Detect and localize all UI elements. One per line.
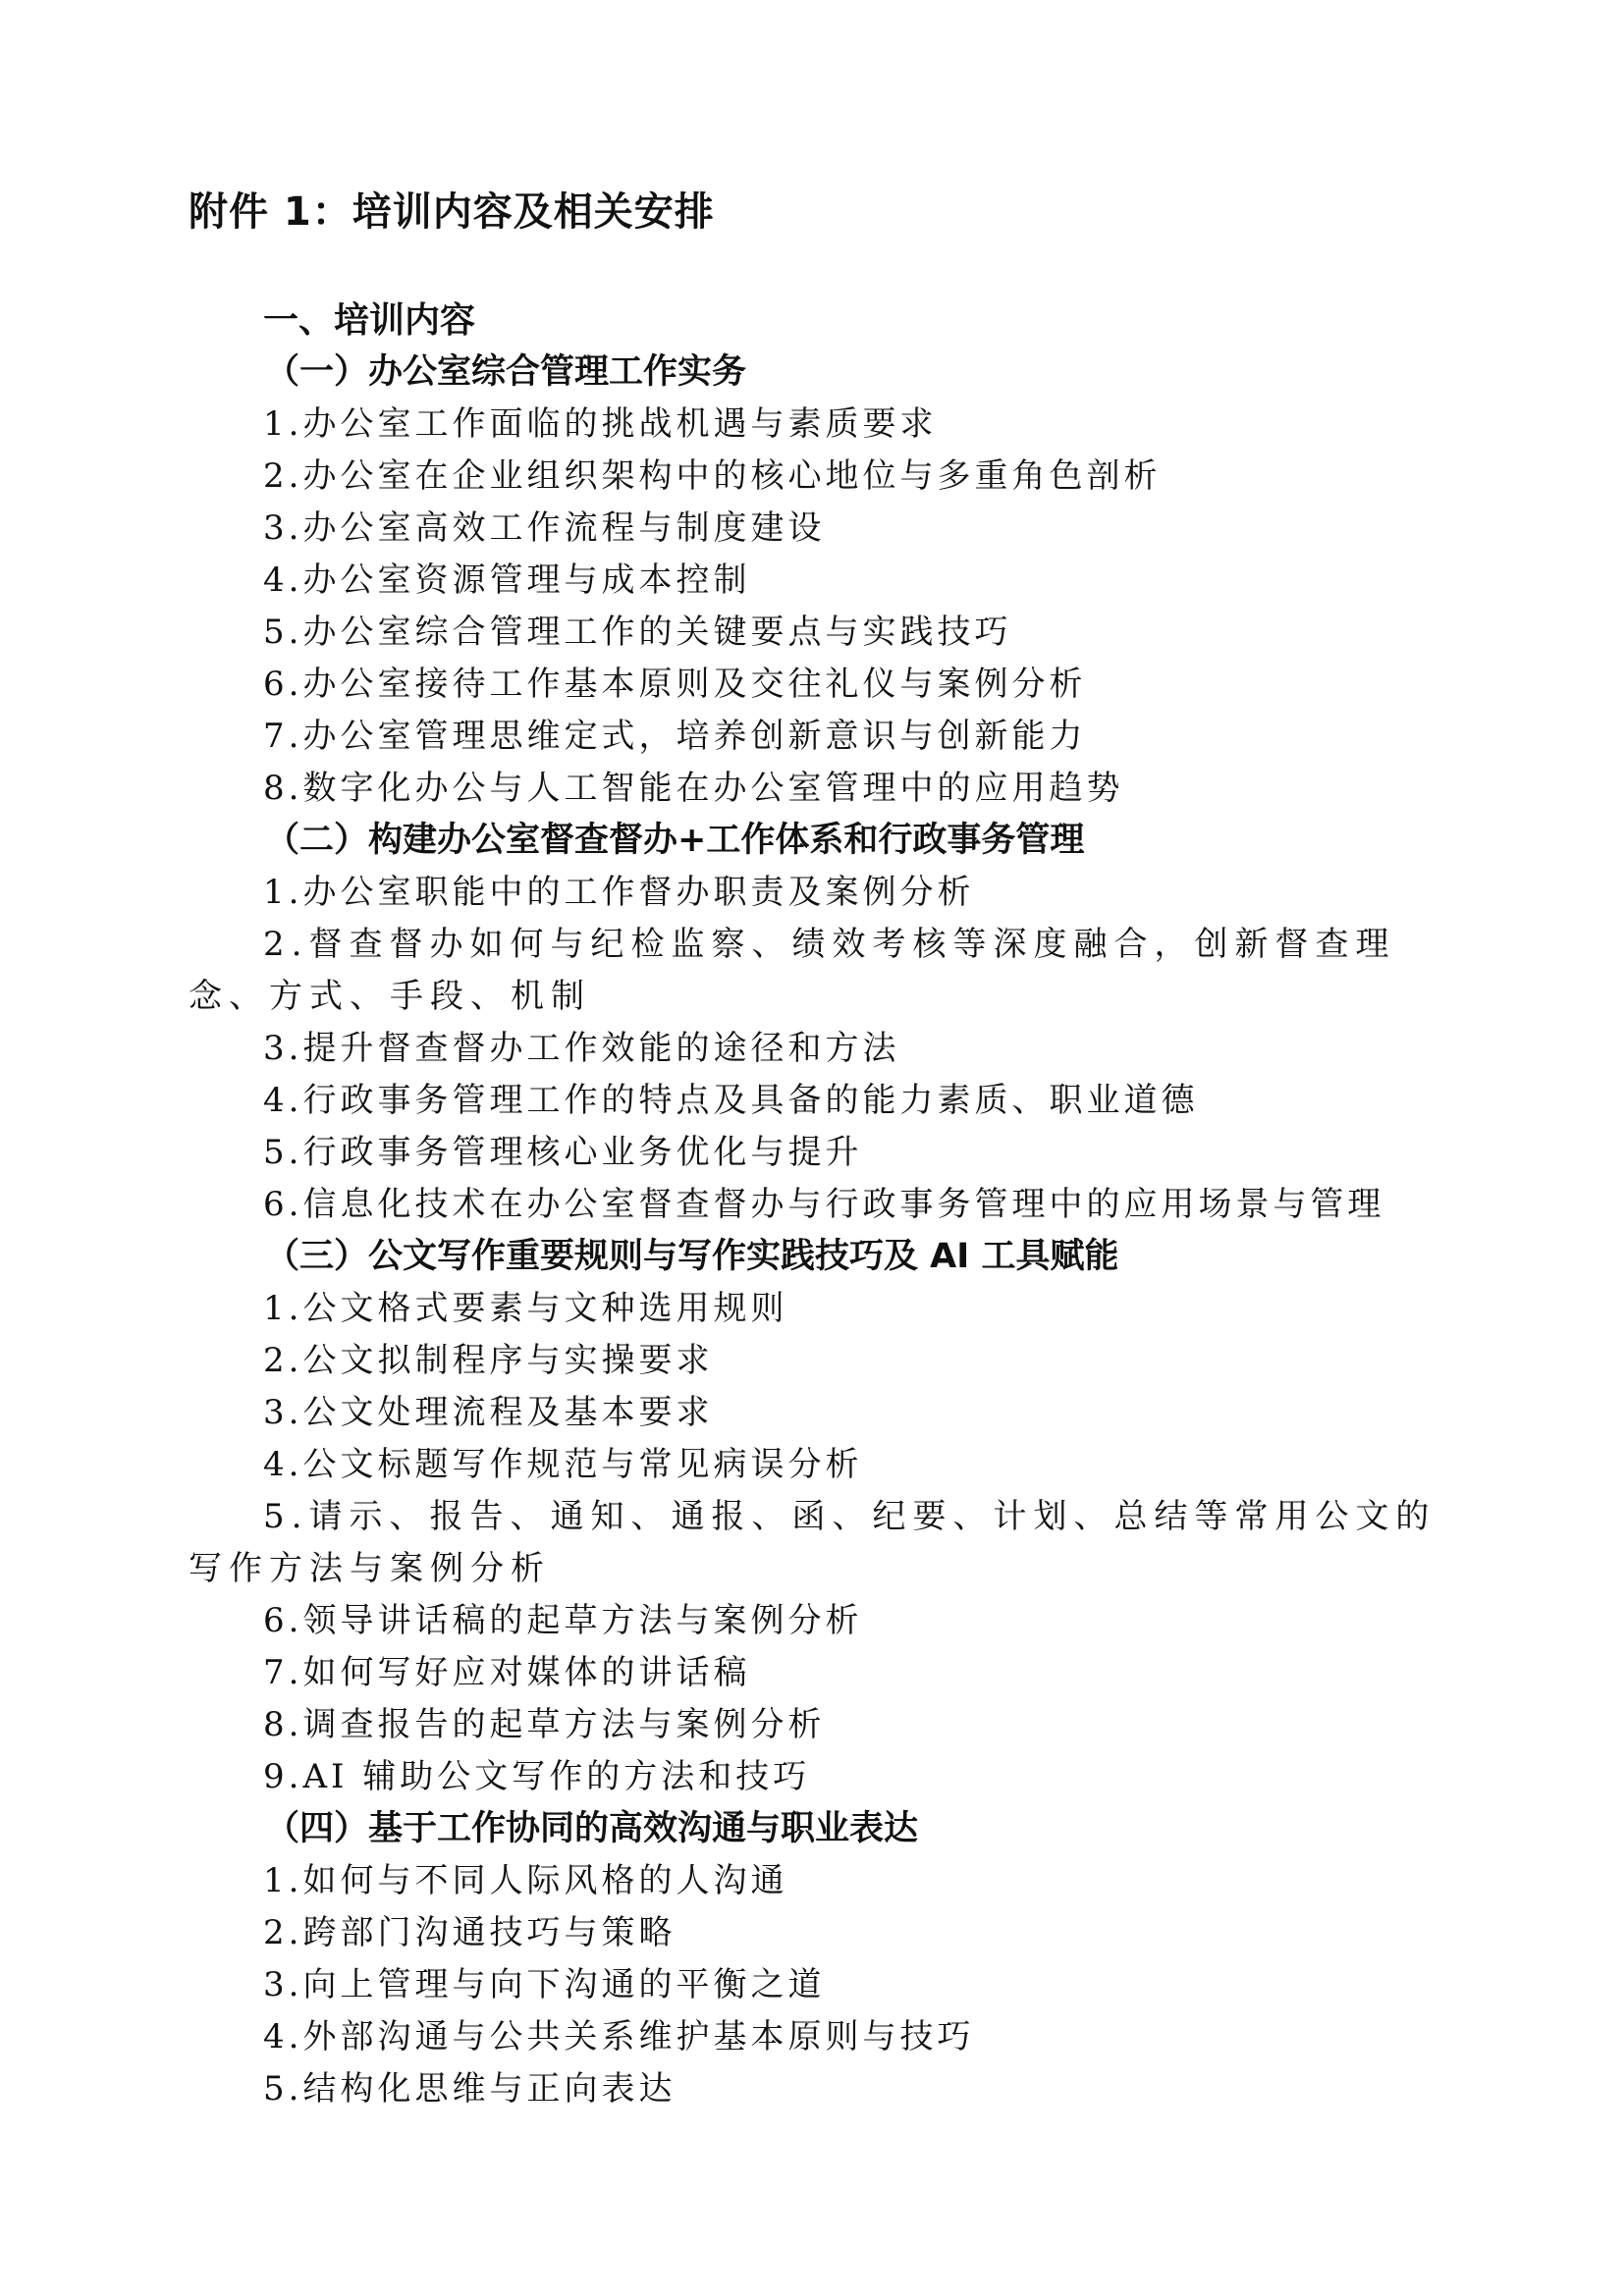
list-item: 2.办公室在企业组织架构中的核心地位与多重角色剖析	[263, 456, 1162, 496]
list-item: 3.公文处理流程及基本要求	[263, 1393, 714, 1432]
list-item: 7.办公室管理思维定式，培养创新意识与创新能力	[263, 717, 1087, 756]
document-title: 附件 1：培训内容及相关安排	[189, 189, 715, 235]
subsection-official-writing	[189, 1231, 1455, 1803]
list-item: 4.公文标题写作规范与常见病误分析	[263, 1445, 863, 1484]
subsection-heading: （三）公文写作重要规则与写作实践技巧及 AI 工具赋能	[265, 1237, 1119, 1276]
list-item: 2.督查督办如何与纪检监察、绩效考核等深度融合，创新督查理念、方式、手段、机制	[189, 925, 1396, 1016]
list-item: 5.结构化思维与正向表达	[263, 2069, 677, 2109]
subsection-heading: （四）基于工作协同的高效沟通与职业表达	[265, 1809, 919, 1848]
list-item: 5.请示、报告、通知、通报、函、纪要、计划、总结等常用公文的写作方法与案例分析	[189, 1497, 1436, 1588]
list-item: 2.公文拟制程序与实操要求	[263, 1341, 714, 1380]
list-item: 1.办公室职能中的工作督办职责及案例分析	[263, 873, 975, 912]
list-item: 3.提升督查督办工作效能的途径和方法	[263, 1029, 900, 1068]
list-item: 6.领导讲话稿的起草方法与案例分析	[263, 1601, 863, 1640]
section-heading-training-content: 一、培训内容	[263, 300, 476, 341]
list-item: 4.行政事务管理工作的特点及具备的能力素质、职业道德	[263, 1081, 1199, 1120]
list-item: 9.AI 辅助公文写作的方法和技巧	[263, 1757, 811, 1796]
list-item: 8.调查报告的起草方法与案例分析	[263, 1705, 826, 1744]
list-item: 3.向上管理与向下沟通的平衡之道	[263, 1965, 826, 2004]
subsection-communication	[189, 1803, 1455, 2115]
list-item: 5.行政事务管理核心业务优化与提升	[263, 1133, 863, 1172]
list-item: 8.数字化办公与人工智能在办公室管理中的应用趋势	[263, 769, 1124, 808]
list-item: 6.办公室接待工作基本原则及交往礼仪与案例分析	[263, 665, 1087, 704]
list-item: 2.跨部门沟通技巧与策略	[263, 1913, 677, 1952]
list-item: 1.如何与不同人际风格的人沟通	[263, 1861, 788, 1900]
document-body	[189, 294, 1455, 2115]
subsection-heading: （二）构建办公室督查督办+工作体系和行政事务管理	[265, 821, 1085, 860]
list-item: 7.如何写好应对媒体的讲话稿	[263, 1653, 751, 1692]
list-item: 6.信息化技术在办公室督查督办与行政事务管理中的应用场景与管理	[263, 1185, 1385, 1224]
list-item: 4.办公室资源管理与成本控制	[263, 561, 751, 600]
list-item: 3.办公室高效工作流程与制度建设	[263, 508, 826, 548]
list-item: 1.办公室工作面临的挑战机遇与素质要求	[263, 404, 938, 444]
list-item: 1.公文格式要素与文种选用规则	[263, 1289, 788, 1328]
subsection-office-management	[189, 347, 1455, 815]
list-item: 4.外部沟通与公共关系维护基本原则与技巧	[263, 2017, 975, 2056]
subsection-supervision-admin	[189, 815, 1455, 1231]
subsection-heading: （一）办公室综合管理工作实务	[265, 352, 747, 392]
list-item: 5.办公室综合管理工作的关键要点与实践技巧	[263, 613, 1012, 652]
